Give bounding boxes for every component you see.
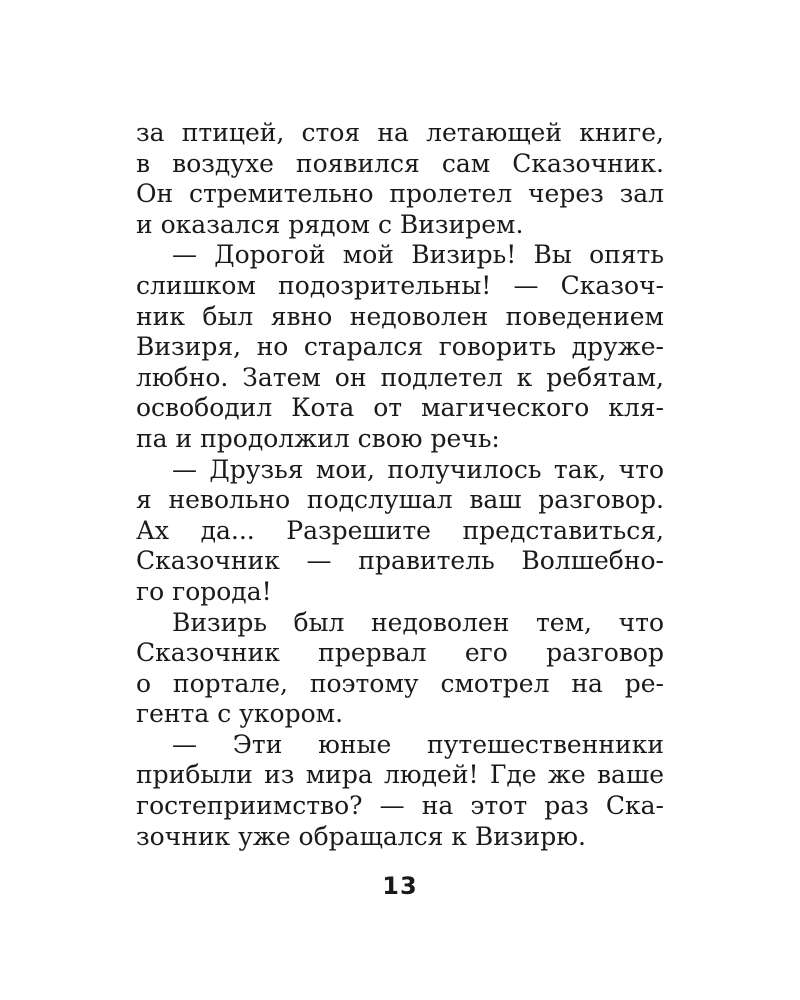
text-line: — Друзья мои, получилось так, что: [172, 454, 664, 484]
text-line: о портале, поэтому смотрел на ре-: [136, 668, 664, 698]
text-line: прибыли из мира людей! Где же ваше: [136, 760, 664, 790]
text-line: и оказался рядом с Визирем.: [136, 209, 524, 239]
text-line: в воздухе появился сам Сказочник.: [136, 148, 664, 178]
text-line: го города!: [136, 576, 272, 606]
text-line: я невольно подслушал ваш разговор.: [136, 485, 664, 515]
text-line: любно. Затем он подлетел к ребятам,: [136, 362, 664, 392]
text-line: — Дорогой мой Визирь! Вы опять: [172, 240, 664, 270]
text-line: Сказочник — правитель Волшебно-: [136, 546, 664, 576]
text-line: Сказочник прервал его разговор: [136, 638, 664, 668]
text-line: па и продолжил свою речь:: [136, 423, 500, 453]
text-line: — Эти юные путешественники: [172, 729, 664, 759]
text-line: Визиря, но старался говорить друже-: [136, 332, 664, 362]
body-text: [136, 118, 664, 852]
text-line: Он стремительно пролетел через зал: [136, 179, 664, 209]
text-line: за птицей, стоя на летающей книге,: [136, 118, 664, 147]
text-line: зочник уже обращался к Визирю.: [136, 821, 586, 851]
text-line: Ах да... Разрешите представиться,: [136, 515, 664, 545]
text-line: гента с укором.: [136, 699, 344, 729]
page-number: 13: [382, 872, 418, 900]
text-line: слишком подозрительны! — Сказоч-: [136, 270, 664, 300]
text-line: гостеприимство? — на этот раз Ска-: [136, 791, 664, 821]
text-line: освободил Кота от магического кля-: [136, 393, 664, 423]
text-line: ник был явно недоволен поведением: [136, 301, 664, 331]
text-line: Визирь был недоволен тем, что: [172, 607, 664, 637]
